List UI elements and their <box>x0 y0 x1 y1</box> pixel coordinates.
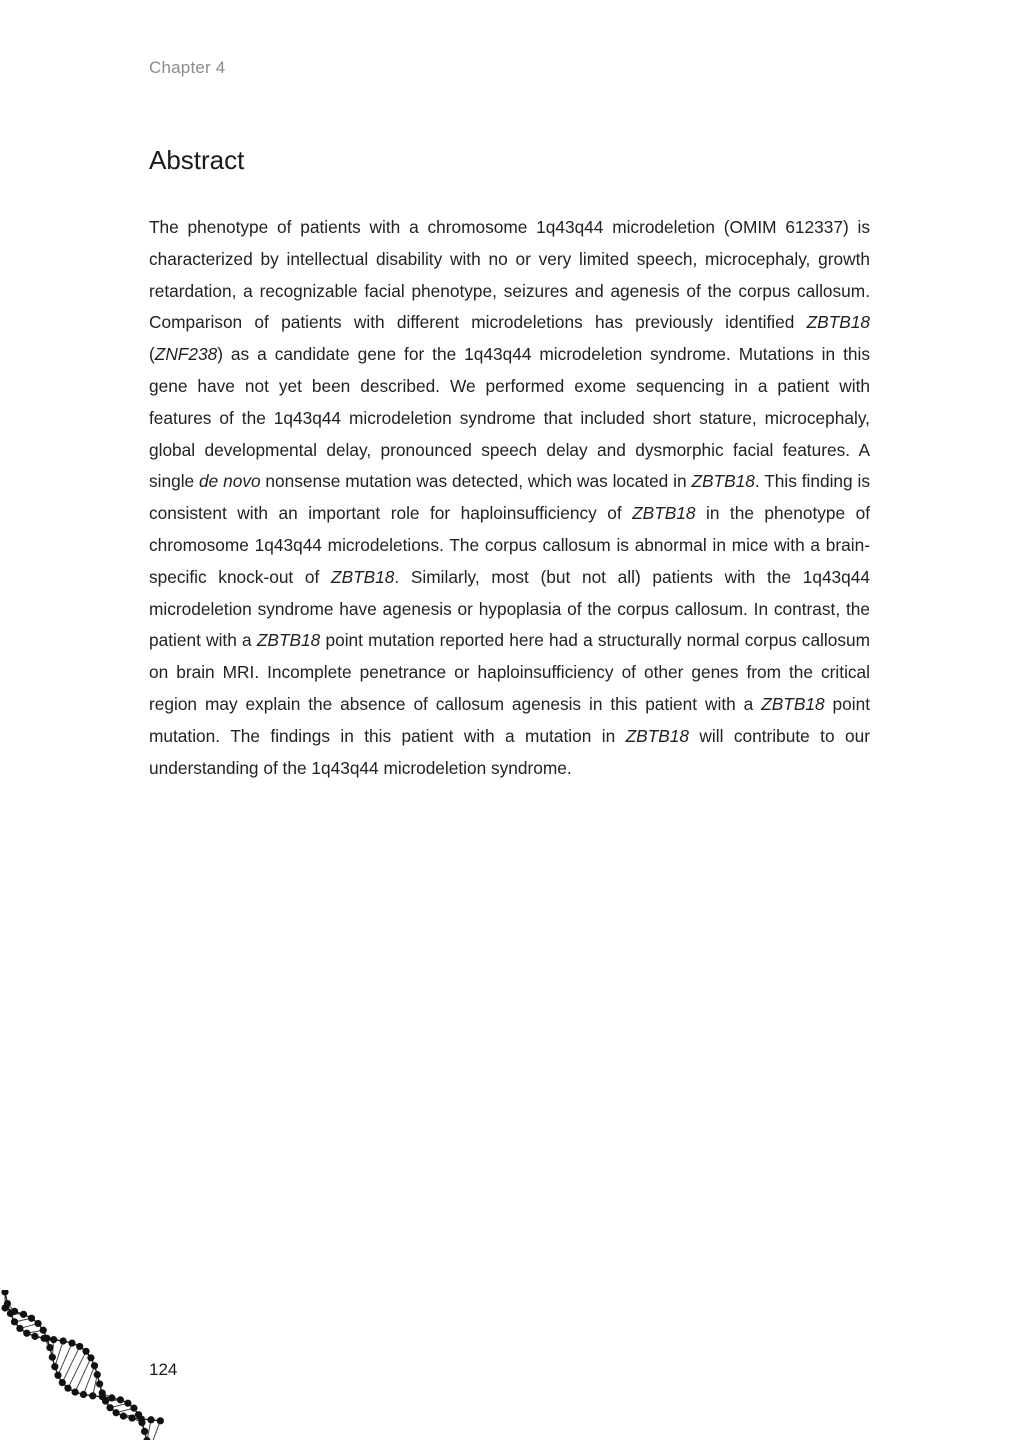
dna-node <box>23 1330 30 1337</box>
dna-node <box>76 1343 83 1350</box>
dna-node <box>43 1335 50 1342</box>
abstract-text-run: will contribute to our understanding of the 1q43q44 microdeletion syndrome. <box>149 725 870 778</box>
italic-term: de novo <box>199 471 261 492</box>
dna-node <box>141 1428 148 1435</box>
dna-node <box>99 1393 106 1400</box>
dna-node <box>11 1318 18 1325</box>
dna-node <box>128 1414 135 1421</box>
dna-node <box>108 1394 115 1401</box>
dna-strand <box>5 1292 160 1421</box>
dna-node <box>130 1405 137 1412</box>
dna-node <box>60 1337 67 1344</box>
dna-rung <box>62 1346 79 1382</box>
dna-node <box>16 1325 23 1332</box>
abstract-text-run: . This finding is consistent with an important role for haploinsufficiency of <box>149 471 870 524</box>
dna-helix-icon <box>0 1290 170 1440</box>
dna-node <box>112 1409 119 1416</box>
abstract-text-run: in the phenotype of chromosome 1q43q44 microdeletions. The corpus callosum is abnormal in mice with a brain-specific knock-out of <box>149 503 871 587</box>
dna-node <box>1 1304 8 1311</box>
dna-node <box>46 1344 53 1351</box>
dna-node <box>135 1411 142 1418</box>
dna-node <box>107 1404 114 1411</box>
dna-node <box>138 1419 145 1426</box>
abstract-text-run: nonsense mutation was detected, which was located in <box>260 471 692 492</box>
dna-node <box>117 1396 124 1403</box>
dna-strand <box>5 1308 150 1440</box>
dna-node <box>1 1290 8 1296</box>
dna-node <box>11 1308 18 1315</box>
dna-node <box>59 1379 66 1386</box>
dna-node <box>89 1392 96 1399</box>
italic-term: ZBTB18 <box>632 503 696 524</box>
italic-term: ZBTB18 <box>806 312 870 333</box>
dna-rung <box>55 1341 63 1367</box>
dna-node <box>64 1385 71 1392</box>
dna-node <box>120 1413 127 1420</box>
italic-term: ZBTB18 <box>256 630 321 651</box>
italic-term: ZNF238 <box>154 344 218 365</box>
abstract-text-run: ) as a candidate gene for the 1q43q44 microdeletion syndrome. Mutations in this gene have not yet been described. We performed exome sequencing in a patient with features of the 1q43q44 microdeletion syndrome that included short stature, microcephaly, global developmental delay, pronounced speech delay and dysmorphic facial features. A single <box>149 344 870 492</box>
dna-node <box>87 1354 94 1361</box>
italic-term: ZBTB18 <box>761 693 825 714</box>
abstract-text-run: ( <box>149 344 155 365</box>
dna-node <box>96 1380 103 1387</box>
dna-node <box>82 1348 89 1355</box>
dna-node <box>40 1327 47 1334</box>
running-header: Chapter 4 <box>149 58 226 77</box>
dna-node <box>54 1372 61 1379</box>
dna-node <box>50 1336 57 1343</box>
dna-rung <box>58 1343 72 1375</box>
dna-node <box>94 1371 101 1378</box>
abstract-text-run: . Similarly, most (but not all) patients with the 1q43q44 microdeletion syndrome have agenesis or hypoplasia of the corpus callosum. In contrast, the patient with a <box>149 566 870 651</box>
dna-node <box>71 1388 78 1395</box>
dna-node <box>147 1416 154 1423</box>
dna-node <box>31 1333 38 1340</box>
italic-term: ZBTB18 <box>691 471 755 492</box>
abstract-text-run: point mutation reported here had a structurally normal corpus callosum on brain MRI. Incomplete penetrance or haploinsufficiency of other genes from the critical region may explain the absence of callosum agenesis in this patient with a <box>149 630 870 714</box>
dna-rung <box>68 1351 86 1388</box>
abstract-text-run: The phenotype of patients with a chromosome 1q43q44 microdeletion (OMIM 612337) is characterized by intellectual disability with no or very limited speech, microcephaly, growth retardation, a recognizable facial phenotype, seizures and agenesis of the corpus callosum. Comparison of patients with different microdeletions has previously identified <box>149 217 870 333</box>
dna-node <box>49 1354 56 1361</box>
dna-node <box>91 1362 98 1369</box>
dna-node <box>80 1391 87 1398</box>
dna-node <box>124 1400 131 1407</box>
dna-node <box>68 1339 75 1346</box>
page-number: 124 <box>149 1360 178 1379</box>
section-title: Abstract <box>149 145 245 175</box>
italic-term: ZBTB18 <box>625 725 690 746</box>
abstract-body <box>149 212 870 784</box>
dna-rung <box>75 1358 91 1392</box>
dna-node <box>34 1320 41 1327</box>
dna-node <box>20 1311 27 1318</box>
dna-node <box>157 1417 164 1424</box>
dna-node <box>51 1363 58 1370</box>
abstract-text-run: point mutation. The findings in this patient with a mutation in <box>149 693 870 746</box>
italic-term: ZBTB18 <box>331 566 395 587</box>
dna-node <box>28 1315 35 1322</box>
